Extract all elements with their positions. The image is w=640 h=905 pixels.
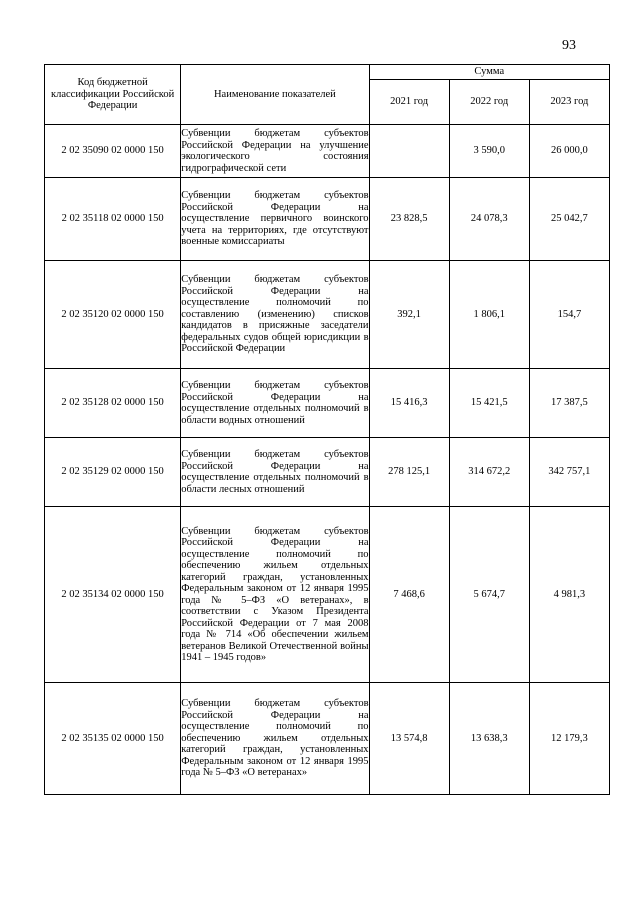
row-value-2023: 4 981,3 (529, 507, 609, 683)
row-value-2023: 342 757,1 (529, 438, 609, 507)
header-year-2022: 2022 год (449, 80, 529, 125)
table-row (45, 683, 610, 795)
row-value-2023: 154,7 (529, 261, 609, 369)
header-name: Наименование показателей (181, 65, 369, 125)
row-name: Субвенции бюджетам субъектов Российской Федерации на осуществление полномочий по обеспечению жильем отдельных категорий граждан, установленных Федеральным законом от 12 января 1995 года № 5–ФЗ «О ветеранах» (181, 683, 369, 795)
table-row (45, 178, 610, 261)
row-value-2021 (369, 125, 449, 178)
row-value-2021: 278 125,1 (369, 438, 449, 507)
row-value-2022: 5 674,7 (449, 507, 529, 683)
page-number: 93 (562, 38, 576, 53)
row-code: 2 02 35128 02 0000 150 (45, 369, 181, 438)
row-value-2022: 3 590,0 (449, 125, 529, 178)
row-value-2021: 15 416,3 (369, 369, 449, 438)
budget-table (44, 64, 610, 795)
row-name: Субвенции бюджетам субъектов Российской Федерации на осуществление отдельных полномочий в области лесных отношений (181, 438, 369, 507)
row-code: 2 02 35090 02 0000 150 (45, 125, 181, 178)
header-year-2021: 2021 год (369, 80, 449, 125)
row-value-2022: 15 421,5 (449, 369, 529, 438)
table-row (45, 438, 610, 507)
row-name: Субвенции бюджетам субъектов Российской Федерации на осуществление отдельных полномочий в области водных отношений (181, 369, 369, 438)
row-value-2022: 13 638,3 (449, 683, 529, 795)
row-code: 2 02 35118 02 0000 150 (45, 178, 181, 261)
table-row (45, 261, 610, 369)
row-name: Субвенции бюджетам субъектов Российской Федерации на осуществление первичного воинского учета на территориях, где отсутствуют военные комиссариаты (181, 178, 369, 261)
table-row (45, 125, 610, 178)
header-code: Код бюджетной классификации Российской Федерации (45, 65, 181, 125)
row-value-2021: 23 828,5 (369, 178, 449, 261)
row-name: Субвенции бюджетам субъектов Российской Федерации на улучшение экологического состояния гидрографической сети (181, 125, 369, 178)
row-value-2022: 1 806,1 (449, 261, 529, 369)
row-value-2021: 392,1 (369, 261, 449, 369)
row-value-2022: 314 672,2 (449, 438, 529, 507)
row-value-2023: 12 179,3 (529, 683, 609, 795)
header-sum: Сумма (369, 65, 609, 80)
row-value-2022: 24 078,3 (449, 178, 529, 261)
row-value-2023: 17 387,5 (529, 369, 609, 438)
row-name: Субвенции бюджетам субъектов Российской Федерации на осуществление полномочий по составлению (изменению) списков кандидатов в присяжные заседатели федеральных судов общей юрисдикции в Российской Федерации (181, 261, 369, 369)
row-code: 2 02 35134 02 0000 150 (45, 507, 181, 683)
header-year-2023: 2023 год (529, 80, 609, 125)
row-code: 2 02 35135 02 0000 150 (45, 683, 181, 795)
row-value-2021: 13 574,8 (369, 683, 449, 795)
row-name: Субвенции бюджетам субъектов Российской Федерации на осуществление полномочий по обеспечению жильем отдельных категорий граждан, установленных Федеральным законом от 12 января 1995 года № 5–ФЗ «О ветеранах», в соответствии с Указом Президента Российской Федерации от 7 мая 2008 года № 714 «Об обеспечении жильем ветеранов Великой Отечественной войны 1941 – 1945 годов» (181, 507, 369, 683)
row-value-2023: 26 000,0 (529, 125, 609, 178)
table-row (45, 507, 610, 683)
row-value-2023: 25 042,7 (529, 178, 609, 261)
row-code: 2 02 35120 02 0000 150 (45, 261, 181, 369)
row-value-2021: 7 468,6 (369, 507, 449, 683)
table-row (45, 369, 610, 438)
row-code: 2 02 35129 02 0000 150 (45, 438, 181, 507)
